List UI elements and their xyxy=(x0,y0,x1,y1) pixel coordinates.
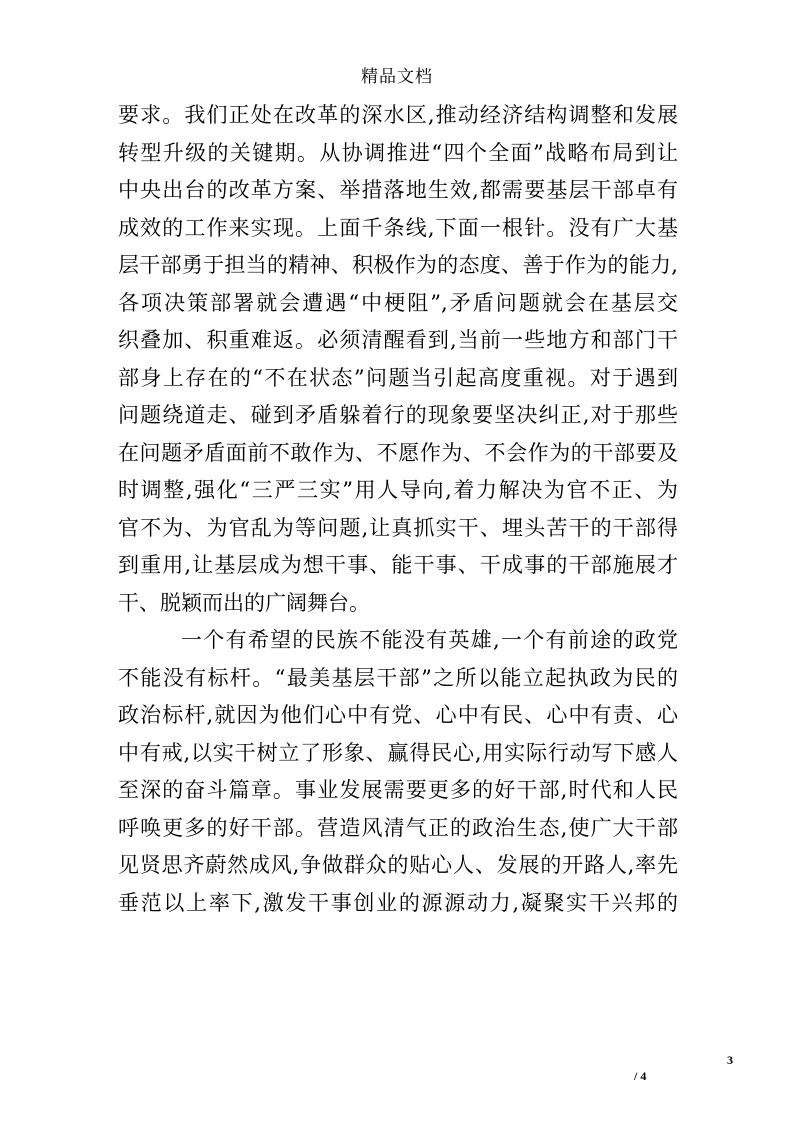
page-number: 3 xyxy=(727,1053,733,1067)
text-line: 一个有希望的民族不能没有英雄,一个有前途的政党 xyxy=(181,628,678,652)
page-total: / 4 xyxy=(634,1069,647,1083)
text-line: 层干部勇于担当的精神、积极作为的态度、善于作为的能力, xyxy=(118,253,678,277)
text-line: 到重用,让基层成为想干事、能干事、干成事的干部施展才 xyxy=(118,553,678,577)
text-line: 在问题矛盾面前不敢作为、不愿作为、不会作为的干部要及 xyxy=(118,440,678,465)
text-line: 时调整,强化“三严三实”用人导向,着力解决为官不正、为 xyxy=(118,478,678,502)
text-line: 要求。我们正处在改革的深水区,推动经济结构调整和发展 xyxy=(118,103,678,127)
text-line: 不能没有标杆。“最美基层干部”之所以能立起执政为民的 xyxy=(118,665,678,690)
text-line: 官不为、为官乱为等问题,让真抓实干、埋头苦干的干部得 xyxy=(118,515,678,540)
text-line: 成效的工作来实现。上面千条线,下面一根针。没有广大基 xyxy=(118,215,678,240)
text-line: 转型升级的关键期。从协调推进“四个全面”战略布局到让 xyxy=(118,140,678,165)
text-line: 部身上存在的“不在状态”问题当引起高度重视。对于遇到 xyxy=(118,365,678,390)
text-line: 呼唤更多的好干部。营造风清气正的政治生态,使广大干部 xyxy=(118,815,678,840)
text-line: 织叠加、积重难返。必须清醒看到,当前一些地方和部门干 xyxy=(118,328,678,352)
text-line: 中有戒,以实干树立了形象、赢得民心,用实际行动写下感人 xyxy=(118,740,678,765)
text-line: 垂范以上率下,激发干事创业的源源动力,凝聚实干兴邦的 xyxy=(118,890,678,915)
text-line: 中央出台的改革方案、举措落地生效,都需要基层干部卓有 xyxy=(118,178,678,202)
text-line: 政治标杆,就因为他们心中有党、心中有民、心中有责、心 xyxy=(118,703,678,727)
document-header: 精品文档 xyxy=(361,67,433,87)
text-line: 问题绕道走、碰到矛盾躲着行的现象要坚决纠正,对于那些 xyxy=(118,403,678,427)
text-line: 见贤思齐蔚然成风,争做群众的贴心人、发展的开路人,率先 xyxy=(118,853,678,877)
text-line: 各项决策部署就会遭遇“中梗阻”,矛盾问题就会在基层交 xyxy=(118,290,678,315)
document-body xyxy=(118,97,678,922)
text-line: 干、脱颖而出的广阔舞台。 xyxy=(118,590,370,615)
text-line: 至深的奋斗篇章。事业发展需要更多的好干部,时代和人民 xyxy=(118,778,678,802)
